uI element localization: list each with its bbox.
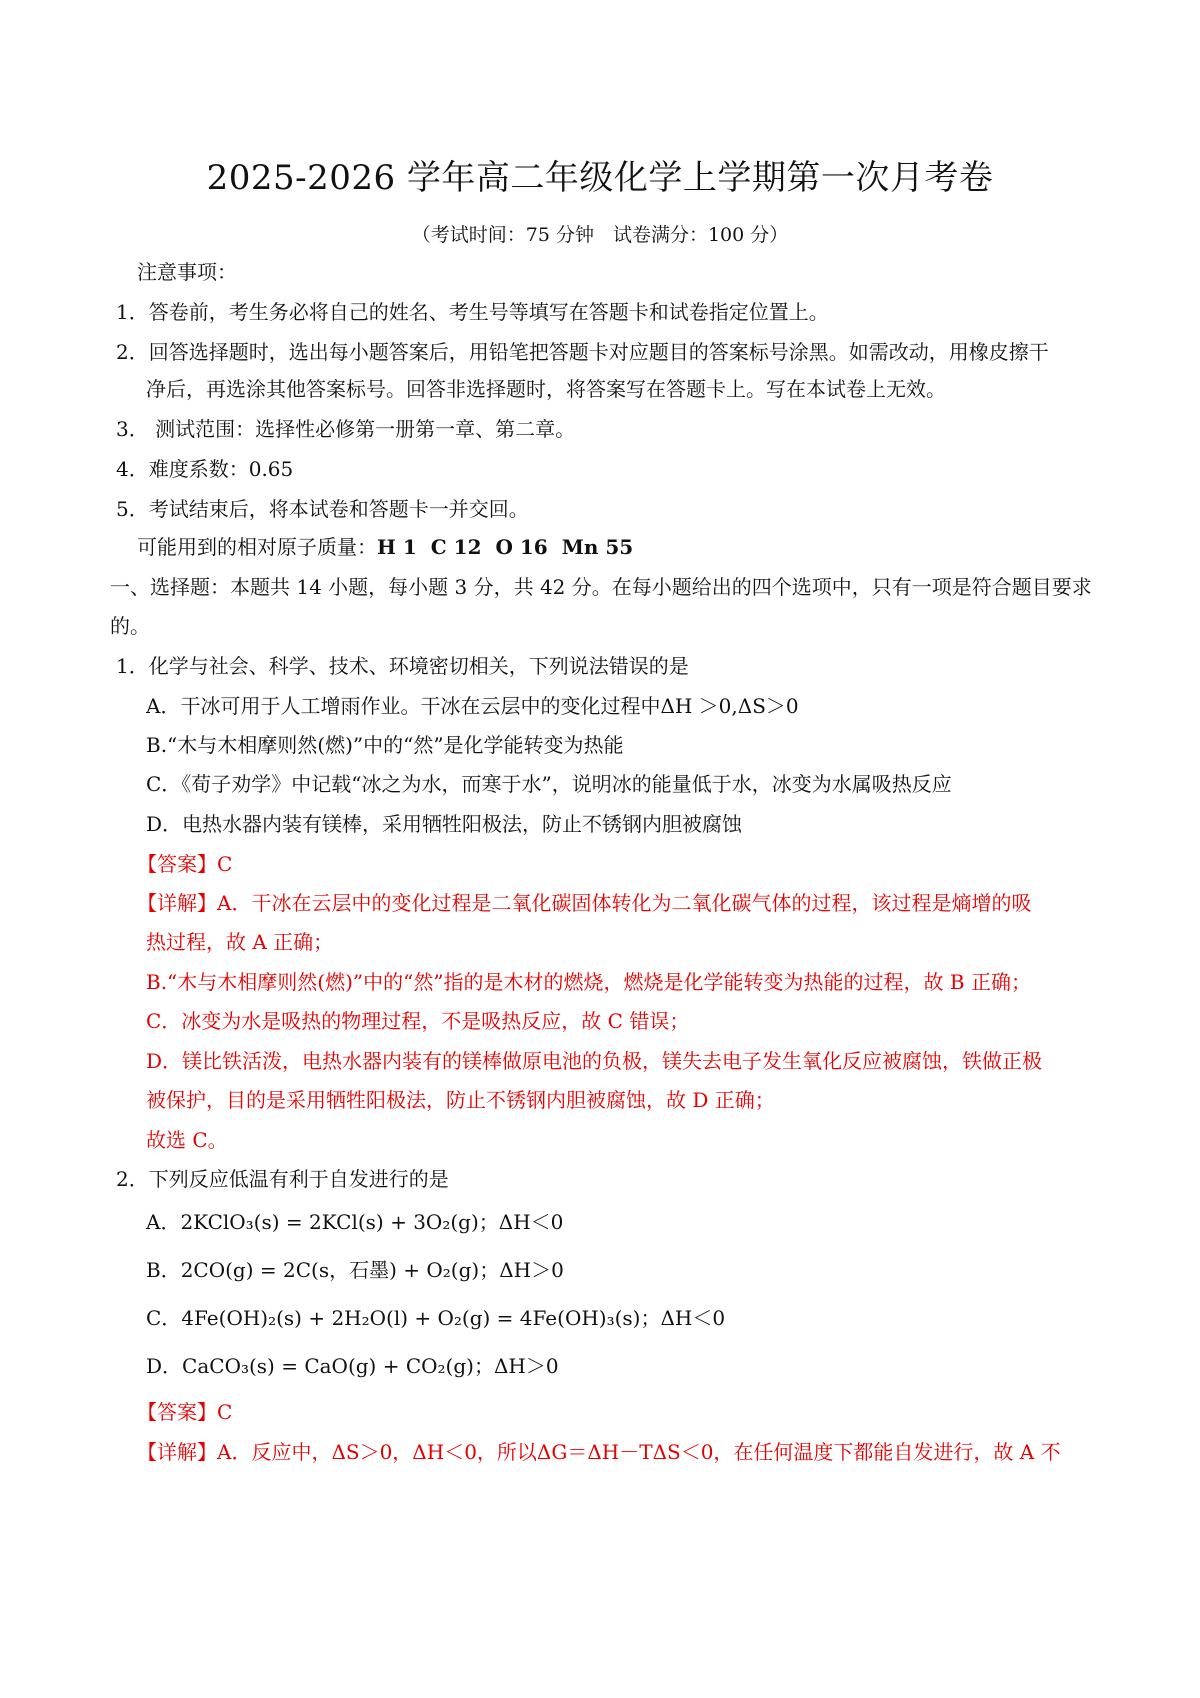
q2-option-b: B．2CO(g) = 2C(s，石墨) + O₂(g)；ΔH＞0 (146, 1258, 564, 1282)
q1-explanation-line: D．镁比铁活泼，电热水器内装有的镁棒做原电池的负极，镁失去电子发生氧化反应被腐蚀，铁做正极 (146, 1049, 1043, 1073)
notice-item: 净后，再选涂其他答案标号。回答非选择题时，将答案写在答题卡上。写在本试卷上无效。 (146, 377, 946, 401)
atomic-masses (137, 533, 647, 561)
q1-option-d: D．电热水器内装有镁棒，采用牺牲阳极法，防止不锈钢内胆被腐蚀 (146, 812, 743, 836)
q2-option-d: D．CaCO₃(s) = CaO(g) + CO₂(g)；ΔH＞0 (146, 1354, 559, 1378)
q1-explanation-line: B.“木与木相摩则然(燃)”中的“然”指的是木材的燃烧，燃烧是化学能转变为热能的过程，故 B 正确； (146, 970, 1031, 994)
notice-item: 2．回答选择题时，选出每小题答案后，用铅笔把答题卡对应题目的答案标号涂黑。如需改动，用橡皮擦干 (116, 340, 1049, 364)
q1-explanation-line: 被保护，目的是采用牺牲阳极法，防止不锈钢内胆被腐蚀，故 D 正确； (146, 1088, 775, 1112)
exam-info: （考试时间：75 分钟 试卷满分：100 分） (411, 224, 789, 246)
notice-item: 4．难度系数：0.65 (116, 457, 294, 481)
mass-mn: Mn 55 (561, 535, 634, 559)
mass-h: H 1 (377, 535, 417, 559)
section-heading-cont: 的。 (110, 614, 150, 638)
q1-option-a: A．干冰可用于人工增雨作业。干冰在云层中的变化过程中ΔH ＞0,ΔS＞0 (146, 694, 799, 718)
section-heading: 一、选择题：本题共 14 小题，每小题 3 分，共 42 分。在每小题给出的四个选项中，只有一项是符合题目要求 (110, 575, 1092, 599)
q1-explanation-line: C．冰变为水是吸热的物理过程，不是吸热反应，故 C 错误； (146, 1009, 690, 1033)
notice-item: 5．考试结束后，将本试卷和答题卡一并交回。 (116, 497, 529, 521)
q2-option-c: C．4Fe(OH)₂(s) + 2H₂O(l) + O₂(g) = 4Fe(OH)₃(s)；ΔH＜0 (146, 1306, 726, 1330)
q1-explanation-line: 【详解】A．干冰在云层中的变化过程是二氧化碳固体转化为二氧化碳气体的过程，该过程是熵增的吸 (137, 891, 1032, 915)
masses-label: 可能用到的相对原子质量： (137, 535, 377, 559)
question-2-stem: 2．下列反应低温有利于自发进行的是 (116, 1167, 449, 1191)
q1-explanation-line: 热过程，故 A 正确； (146, 930, 334, 954)
q1-option-b: B.“木与木相摩则然(燃)”中的“然”是化学能转变为热能 (146, 733, 624, 757)
q2-explanation-line: 【详解】A．反应中，ΔS＞0，ΔH＜0，所以ΔG＝ΔH－TΔS＜0，在任何温度下都能自发进行，故 A 不 (137, 1440, 1061, 1464)
notice-heading: 注意事项： (137, 260, 237, 284)
mass-c: C 12 (430, 535, 482, 559)
notice-item: 1．答卷前，考生务必将自己的姓名、考生号等填写在答题卡和试卷指定位置上。 (116, 300, 829, 324)
q2-answer: 【答案】C (137, 1400, 233, 1424)
mass-o: O 16 (495, 535, 548, 559)
question-1-stem: 1．化学与社会、科学、技术、环境密切相关，下列说法错误的是 (116, 654, 689, 678)
notice-item: 3． 测试范围：选择性必修第一册第一章、第二章。 (116, 417, 576, 441)
q1-option-c: C．《荀子劝学》中记载“冰之为水，而寒于水”，说明冰的能量低于水，冰变为水属吸热反应 (146, 772, 952, 796)
q1-answer: 【答案】C (137, 852, 233, 876)
q1-explanation-line: 故选 C。 (146, 1128, 228, 1152)
page-title: 2025-2026 学年高二年级化学上学期第一次月考卷 (206, 158, 994, 198)
q2-option-a: A．2KClO₃(s) = 2KCl(s) + 3O₂(g)；ΔH＜0 (146, 1210, 564, 1234)
